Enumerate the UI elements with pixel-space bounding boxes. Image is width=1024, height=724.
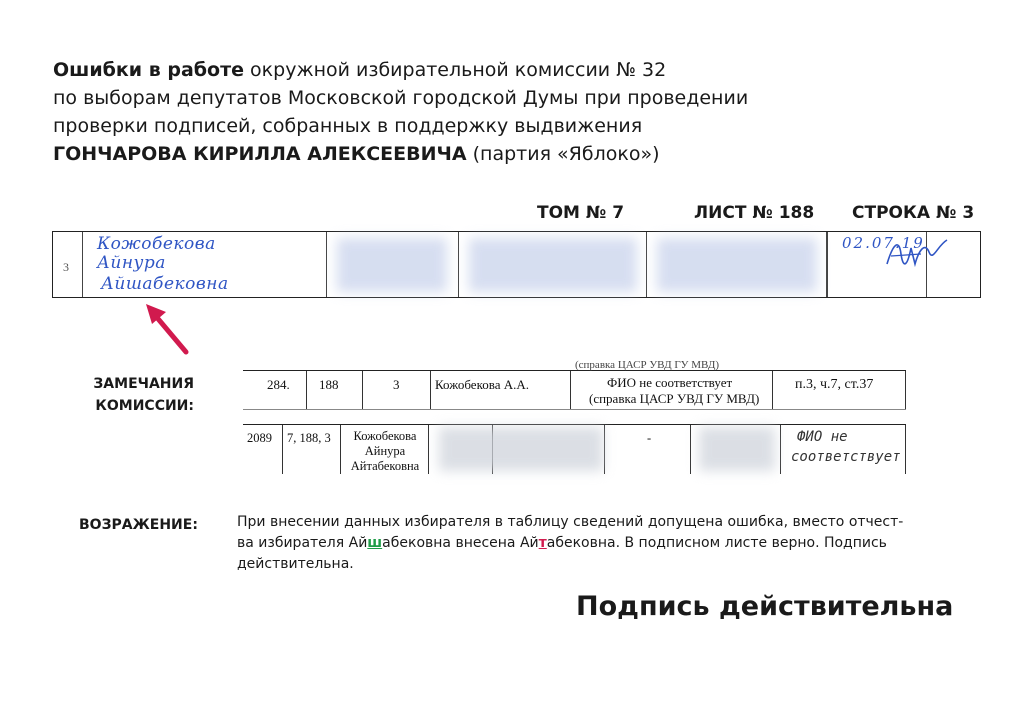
table2-col2-text: 7, 188, 3 bbox=[287, 431, 331, 445]
table1-col4-text: Кожобекова А.А. bbox=[435, 377, 529, 392]
table2-blurred-region-1 bbox=[439, 427, 603, 471]
scan-name-cell bbox=[83, 232, 327, 297]
table1-col5-line1: ФИО не соответствует bbox=[607, 375, 733, 390]
objection-line2-b: абековна внесена Ай bbox=[382, 535, 539, 551]
table1-cell-2 bbox=[307, 371, 363, 409]
heading-line-2: по выборам депутатов Московской городской Думы при проведении bbox=[53, 87, 749, 109]
table1-col5-line2: (справка ЦАСР УВД ГУ МВД) bbox=[589, 391, 760, 406]
wrong-letter: т bbox=[538, 535, 547, 551]
table2-cell-8 bbox=[781, 425, 906, 474]
table1-cell-1 bbox=[243, 371, 307, 409]
blurred-region-3 bbox=[657, 238, 817, 292]
tom-number: ТОМ № 7 bbox=[537, 203, 625, 223]
objection-line-1: При внесении данных избирателя в таблицу сведений допущена ошибка, вместо отчест- bbox=[237, 514, 904, 530]
scan-row-number: 3 bbox=[53, 232, 83, 297]
table1-col3-text: 3 bbox=[393, 377, 400, 392]
verdict-title: Подпись действительна bbox=[576, 591, 954, 622]
commission-table-1 bbox=[243, 359, 906, 410]
heading-rest-1: окружной избирательной комиссии № 32 bbox=[244, 59, 667, 81]
correct-letter: ш bbox=[367, 535, 383, 551]
handwritten-signature bbox=[881, 234, 951, 278]
blurred-region-1 bbox=[337, 238, 447, 292]
table2-cell-3 bbox=[341, 425, 429, 474]
objection-line2-a: ва избирателя Ай bbox=[237, 535, 368, 551]
table1-cell-3 bbox=[363, 371, 431, 409]
objection-line2-c: абековна. В подписном листе верно. Подпись bbox=[546, 535, 887, 551]
document-heading bbox=[53, 56, 873, 168]
table2-col1-text: 2089 bbox=[247, 431, 272, 445]
blurred-region-2 bbox=[469, 238, 637, 292]
handwritten-surname: Кожобекова bbox=[97, 234, 216, 254]
party-name: (партия «Яблоко») bbox=[466, 143, 660, 165]
table1-col2-text: 188 bbox=[319, 377, 339, 392]
commission-table-2 bbox=[243, 424, 906, 474]
handwritten-patronymic: Айшабековна bbox=[101, 274, 229, 294]
objection-label: ВОЗРАЖЕНИЕ: bbox=[79, 517, 198, 533]
handwritten-first-name: Айнура bbox=[97, 253, 166, 273]
table2-name-line3: Айтабековна bbox=[350, 459, 420, 473]
table1-col1-text: 284. bbox=[267, 377, 290, 392]
table2-handwritten-line1: ФИО не bbox=[797, 429, 848, 445]
table2-handwritten-line2: соответствует bbox=[791, 449, 901, 465]
table2-cell-1 bbox=[243, 425, 283, 474]
remarks-label-line-1: ЗАМЕЧАНИЯ bbox=[93, 376, 194, 392]
table2-cell-2 bbox=[283, 425, 341, 474]
table2-dash: - bbox=[647, 431, 652, 445]
table1-cell-4 bbox=[431, 371, 571, 409]
heading-line-4 bbox=[53, 140, 873, 168]
table2-blurred-region-2 bbox=[699, 427, 775, 471]
signature-sheet-scan bbox=[52, 231, 981, 298]
table1-header-fragment: (справка ЦАСР УВД ГУ МВД) bbox=[575, 359, 720, 371]
signature-date: 02.07.19 bbox=[842, 234, 925, 252]
stroka-number: СТРОКА № 3 bbox=[852, 203, 975, 223]
table2-name-line2: Айнура bbox=[364, 444, 406, 458]
remarks-label bbox=[92, 373, 194, 417]
table1-cell-6 bbox=[773, 371, 906, 409]
table2-name-stack bbox=[341, 429, 429, 474]
table2-cell-6 bbox=[605, 425, 691, 474]
heading-bold-1: Ошибки в работе bbox=[53, 59, 245, 81]
remarks-label-line-2: КОМИССИИ: bbox=[95, 398, 194, 414]
table1-col6-text: п.3, ч.7, ст.37 bbox=[795, 377, 874, 392]
list-number: ЛИСТ № 188 bbox=[694, 203, 815, 223]
table2-name-line1: Кожобекова bbox=[353, 429, 417, 443]
objection-line-2 bbox=[237, 533, 957, 554]
candidate-name: ГОНЧАРОВА КИРИЛЛА АЛЕКСЕЕВИЧА bbox=[53, 143, 467, 165]
objection-text bbox=[237, 512, 957, 575]
objection-line-3: действительна. bbox=[237, 556, 354, 572]
heading-line-3: проверки подписей, собранных в поддержку выдвижения bbox=[53, 115, 643, 137]
table1-cell-5 bbox=[571, 371, 773, 409]
pointer-arrow-icon bbox=[140, 300, 200, 360]
heading-line-1 bbox=[53, 56, 873, 84]
